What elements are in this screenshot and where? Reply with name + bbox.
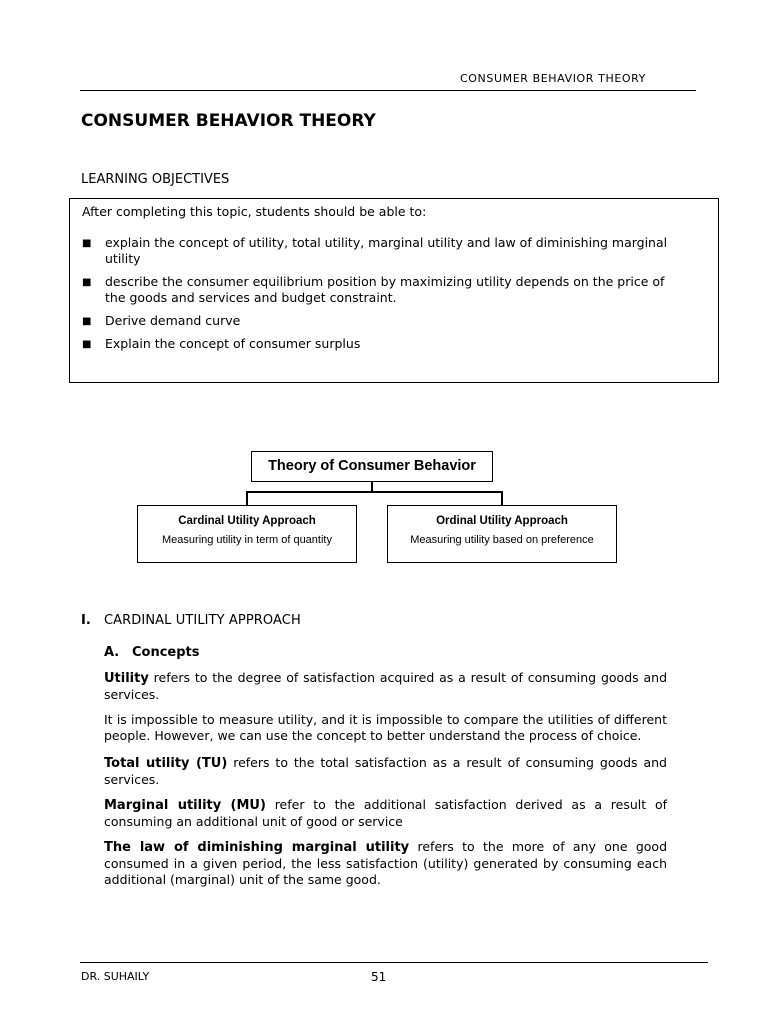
objective-item	[82, 274, 682, 306]
square-bullet-icon: ■	[82, 277, 92, 288]
definition: refers to the total satisfaction as a result of consuming goods and services.	[104, 755, 667, 787]
footer-rule	[80, 962, 708, 963]
objectives-list	[82, 235, 682, 352]
objective-text: describe the consumer equilibrium position by maximizing utility depends on the price of the goods and services and budget constraint.	[105, 274, 665, 305]
page-title: CONSUMER BEHAVIOR THEORY	[81, 111, 376, 131]
objective-text: Derive demand curve	[105, 313, 241, 328]
objective-item	[82, 235, 682, 267]
paragraph-marginal-utility	[104, 797, 667, 830]
term: The law of diminishing marginal utility	[104, 840, 410, 855]
node-description: Measuring utility in term of quantity	[162, 534, 332, 546]
square-bullet-icon: ■	[82, 316, 92, 327]
section-number: I.	[81, 613, 91, 628]
objective-item	[82, 336, 682, 352]
node-title: Cardinal Utility Approach	[178, 515, 316, 527]
objectives-intro: After completing this topic, students should be able to:	[82, 204, 427, 219]
term: Total utility (TU)	[104, 756, 228, 771]
subsection-title: Concepts	[132, 645, 200, 660]
diagram-root-node: Theory of Consumer Behavior	[251, 451, 493, 482]
definition: refers to the degree of satisfaction acquired as a result of consuming goods and services.	[104, 670, 667, 702]
paragraph-utility	[104, 670, 667, 703]
definition: refer to the additional satisfaction derived as a result of consuming an additional unit of good or service	[104, 797, 667, 829]
learning-objectives-box	[69, 198, 719, 383]
subsection-number: A.	[104, 645, 120, 660]
square-bullet-icon: ■	[82, 238, 92, 249]
node-description: Measuring utility based on preference	[410, 534, 594, 546]
paragraph-total-utility	[104, 755, 667, 788]
paragraph-measurement	[104, 712, 667, 744]
page-number: 51	[371, 970, 387, 984]
node-title: Ordinal Utility Approach	[436, 515, 568, 527]
definition: It is impossible to measure utility, and it is impossible to compare the utilities of different people. However, we can use the concept to better understand the process of choice.	[104, 712, 667, 743]
section-title: CARDINAL UTILITY APPROACH	[104, 613, 301, 628]
diagram-node-ordinal	[387, 505, 617, 563]
objective-text: explain the concept of utility, total utility, marginal utility and law of diminishing marginal utility	[105, 235, 668, 266]
square-bullet-icon: ■	[82, 339, 92, 350]
objective-text: Explain the concept of consumer surplus	[105, 336, 361, 351]
diagram-node-cardinal	[137, 505, 357, 563]
objective-item	[82, 313, 682, 329]
paragraph-diminishing-law	[104, 839, 667, 888]
learning-objectives-heading: LEARNING OBJECTIVES	[81, 172, 230, 187]
term: Marginal utility (MU)	[104, 798, 266, 813]
definition: refers to the more of any one good consumed in a given period, the less satisfaction (utility) generated by consuming each additional (marginal) unit of the same good.	[104, 839, 667, 887]
running-header-title: CONSUMER BEHAVIOR THEORY	[460, 72, 646, 85]
footer-author: DR. SUHAILY	[81, 970, 150, 983]
header-rule	[80, 90, 696, 91]
term: Utility	[104, 671, 149, 686]
